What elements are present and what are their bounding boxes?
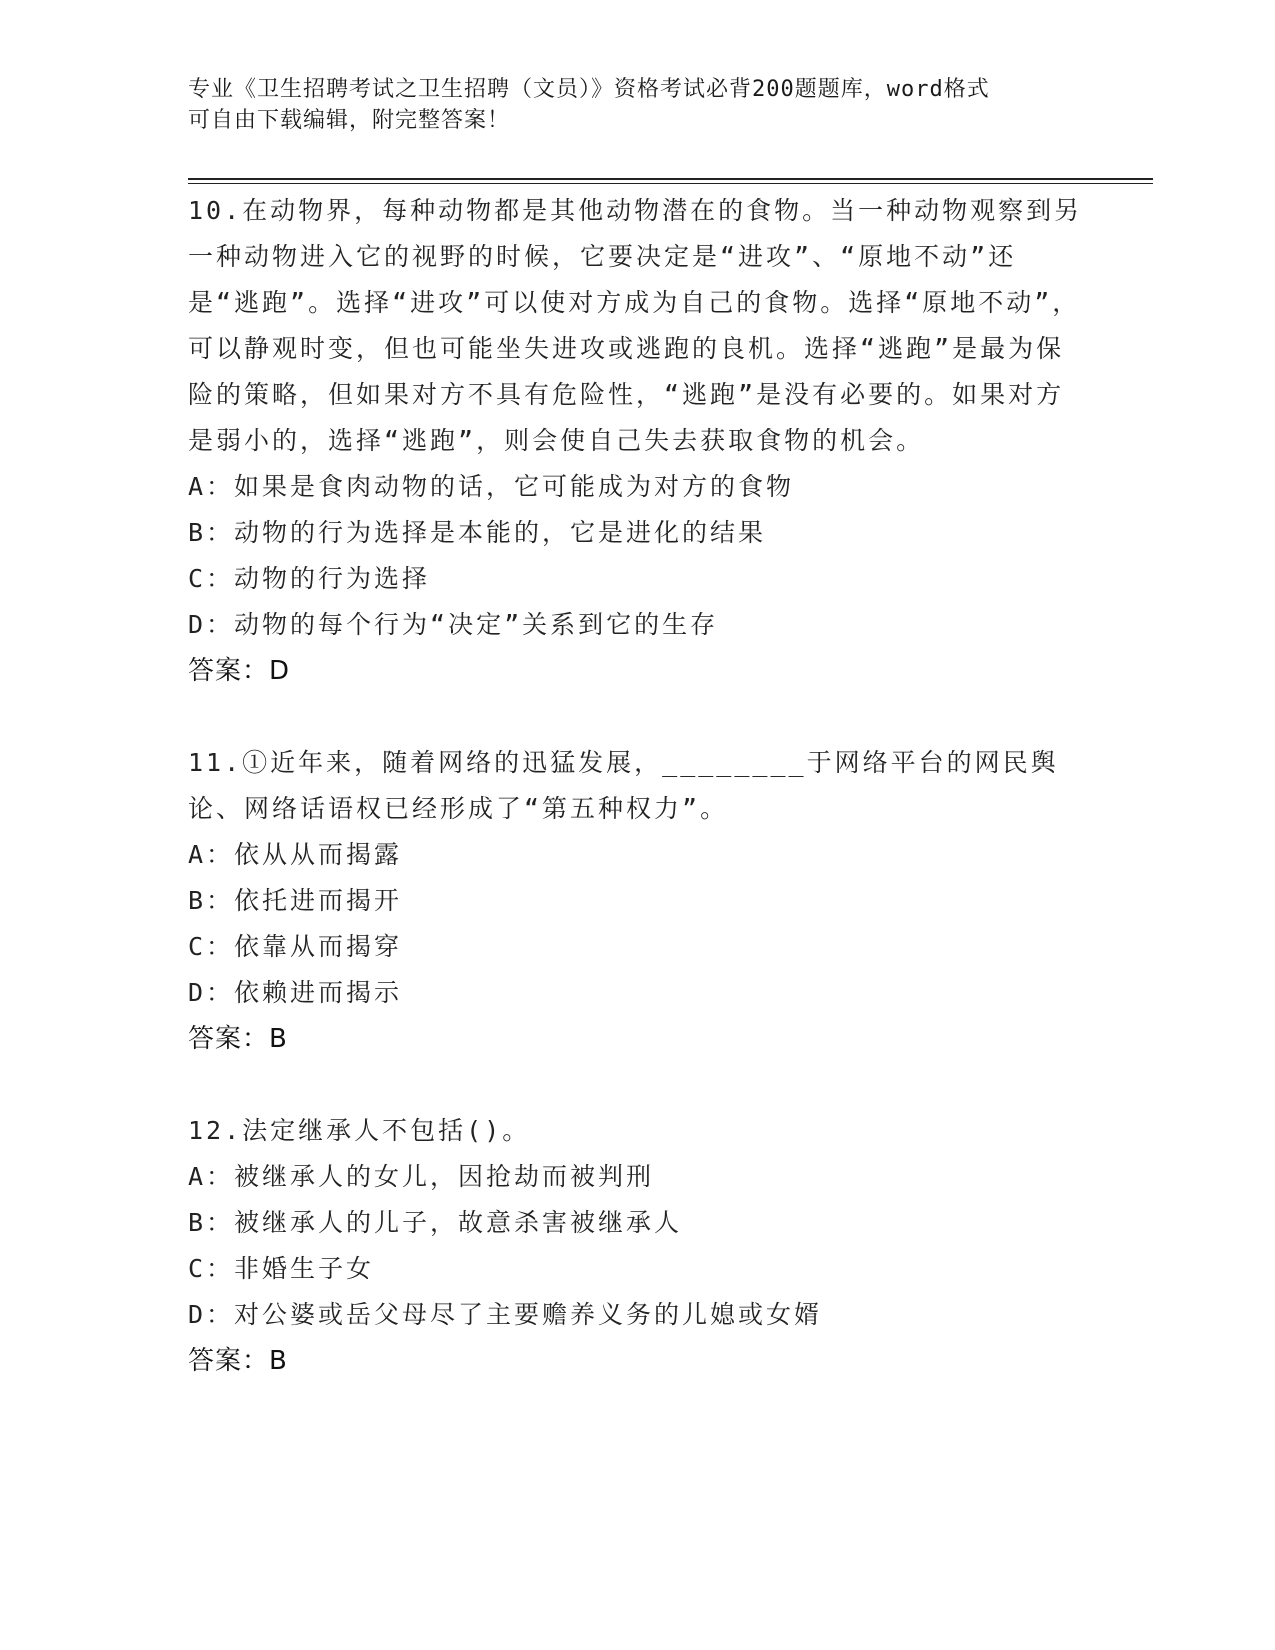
header-divider-thick [188,178,1153,180]
answer-line: 答案：B [188,1024,288,1054]
option-d: D：对公婆或岳父母尽了主要赡养义务的儿媳或女婿 [188,1300,823,1329]
question-stem: 11.①近年来，随着网络的迅猛发展，________于网络平台的网民舆论、网络话语权已经形成了“第五种权力”。 [188,748,1059,823]
question-list [188,188,1088,1384]
answer-line: 答案：B [188,1346,288,1376]
option-a: A：依从从而揭露 [188,840,403,869]
spacer [188,694,1088,740]
answer-line: 答案：D [188,656,291,686]
option-b: B：动物的行为选择是本能的，它是进化的结果 [188,518,767,547]
question-stem: 12.法定继承人不包括()。 [188,1116,531,1145]
document-header [188,74,1068,136]
option-a: A：被继承人的女儿，因抢劫而被判刑 [188,1162,655,1191]
header-divider-thin [188,183,1153,184]
question-stem: 10.在动物界，每种动物都是其他动物潜在的食物。当一种动物观察到另一种动物进入它的视野的时候，它要决定是“进攻”、“原地不动”还是“逃跑”。选择“进攻”可以使对方成为自己的食物。选择“原地不动”，可以静观时变，但也可能坐失进攻或逃跑的良机。选择“逃跑”是最为保险的策略，但如果对方不具有危险性，“逃跑”是没有必要的。如果对方是弱小的，选择“逃跑”，则会使自己失去获取食物的机会。 [188,196,1083,455]
question-10 [188,188,1088,694]
header-line-1: 专业《卫生招聘考试之卫生招聘（文员）》资格考试必背200题题库，word格式 [188,77,990,102]
option-b: B：被继承人的儿子，故意杀害被继承人 [188,1208,683,1237]
question-12 [188,1108,1088,1384]
option-c: C：非婚生子女 [188,1254,375,1283]
option-b: B：依托进而揭开 [188,886,403,915]
spacer [188,1062,1088,1108]
question-11 [188,740,1088,1062]
option-d: D：动物的每个行为“决定”关系到它的生存 [188,610,719,639]
option-c: C：依靠从而揭穿 [188,932,403,961]
option-d: D：依赖进而揭示 [188,978,403,1007]
option-c: C：动物的行为选择 [188,564,431,593]
option-a: A：如果是食肉动物的话，它可能成为对方的食物 [188,472,795,501]
header-line-2: 可自由下载编辑，附完整答案！ [188,108,511,133]
